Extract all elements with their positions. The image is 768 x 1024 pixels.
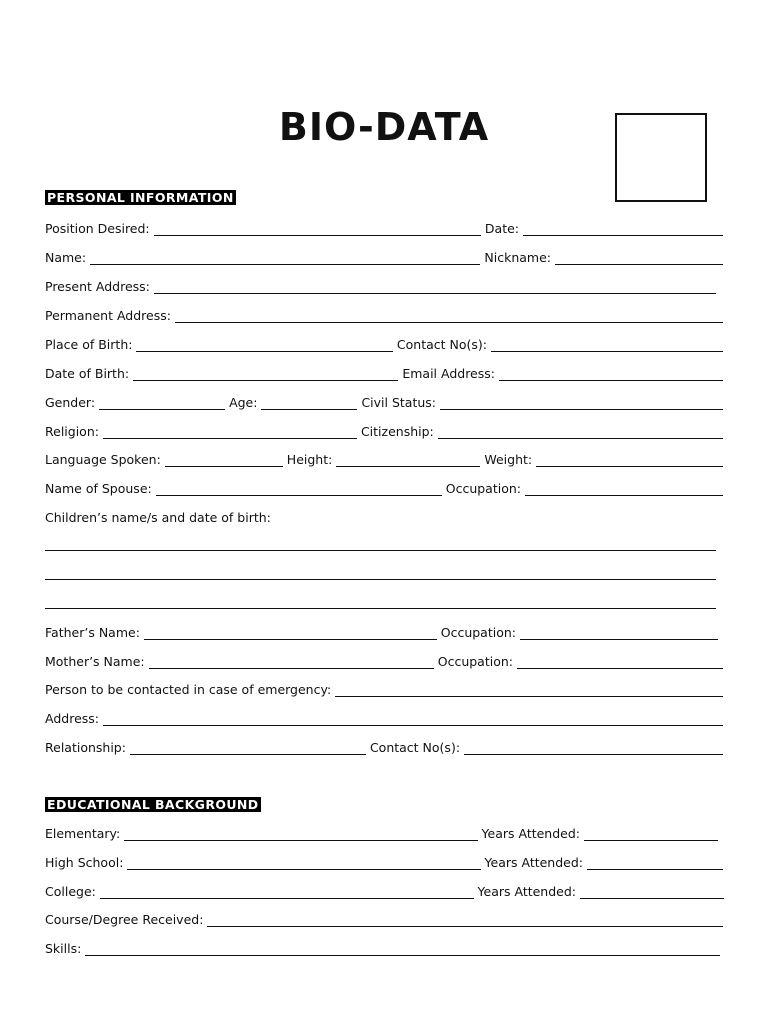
- children-label: Children’s name/s and date of birth:: [45, 510, 271, 525]
- emergency-contact-no-field[interactable]: [464, 754, 723, 755]
- weight-label: Weight:: [484, 452, 533, 467]
- place-of-birth-field[interactable]: [136, 351, 392, 352]
- height-field[interactable]: [336, 466, 480, 467]
- row-elementary: [45, 825, 718, 843]
- religion-label: Religion:: [45, 424, 99, 439]
- age-label: Age:: [229, 395, 258, 410]
- mother-occupation-field[interactable]: [517, 668, 723, 669]
- nickname-field[interactable]: [555, 264, 723, 265]
- position-desired-label: Position Desired:: [45, 221, 150, 236]
- high-school-label: High School:: [45, 855, 124, 870]
- row-present-address: [45, 278, 716, 296]
- name-of-spouse-field[interactable]: [156, 495, 442, 496]
- place-of-birth-label: Place of Birth:: [45, 337, 133, 352]
- father-occupation-label: Occupation:: [440, 625, 516, 640]
- fathers-name-label: Father’s Name:: [45, 625, 140, 640]
- row-children: [45, 509, 723, 527]
- mother-occupation-label: Occupation:: [437, 654, 513, 669]
- educational-background-heading: EDUCATIONAL BACKGROUND: [47, 797, 259, 812]
- children-line-3[interactable]: [45, 608, 716, 609]
- nickname-label: Nickname:: [484, 250, 551, 265]
- row-address: [45, 710, 723, 728]
- skills-field[interactable]: [85, 955, 720, 956]
- emergency-contact-field[interactable]: [335, 696, 723, 697]
- father-occupation-field[interactable]: [520, 639, 718, 640]
- elementary-years-field[interactable]: [584, 840, 718, 841]
- row-position-date: [45, 220, 723, 238]
- emergency-contact-no-label: Contact No(s):: [369, 740, 461, 755]
- weight-field[interactable]: [536, 466, 723, 467]
- elementary-label: Elementary:: [45, 826, 121, 841]
- mothers-name-label: Mother’s Name:: [45, 654, 145, 669]
- name-label: Name:: [45, 250, 87, 265]
- row-gender-age-civil-status: [45, 394, 723, 412]
- spouse-occupation-label: Occupation:: [445, 481, 521, 496]
- name-field[interactable]: [90, 264, 480, 265]
- high-school-years-label: Years Attended:: [484, 855, 583, 870]
- emergency-contact-label: Person to be contacted in case of emergency:: [45, 682, 332, 697]
- college-label: College:: [45, 884, 96, 899]
- row-name-nickname: [45, 249, 723, 267]
- language-spoken-field[interactable]: [165, 466, 283, 467]
- row-language-height-weight: [45, 451, 723, 469]
- children-line-1[interactable]: [45, 550, 716, 551]
- citizenship-label: Citizenship:: [360, 424, 434, 439]
- age-field[interactable]: [261, 409, 357, 410]
- row-date-of-birth-email: [45, 365, 723, 383]
- photo-box[interactable]: [615, 113, 707, 202]
- date-of-birth-label: Date of Birth:: [45, 366, 130, 381]
- children-line-2[interactable]: [45, 579, 716, 580]
- mothers-name-field[interactable]: [149, 668, 434, 669]
- language-spoken-label: Language Spoken:: [45, 452, 161, 467]
- row-course-degree: [45, 911, 723, 929]
- high-school-years-field[interactable]: [587, 869, 723, 870]
- civil-status-field[interactable]: [440, 409, 723, 410]
- page-title: BIO-DATA: [278, 105, 490, 149]
- row-mother: [45, 653, 723, 671]
- gender-label: Gender:: [45, 395, 96, 410]
- row-spouse-occupation: [45, 480, 723, 498]
- citizenship-field[interactable]: [438, 438, 723, 439]
- row-relationship-contact: [45, 739, 723, 757]
- skills-label: Skills:: [45, 941, 82, 956]
- address-label: Address:: [45, 711, 99, 726]
- gender-field[interactable]: [99, 409, 225, 410]
- address-field[interactable]: [103, 725, 723, 726]
- row-college: [45, 883, 724, 901]
- contact-no-field[interactable]: [491, 351, 723, 352]
- contact-no-label: Contact No(s):: [396, 337, 487, 352]
- elementary-field[interactable]: [124, 840, 477, 841]
- spouse-occupation-field[interactable]: [525, 495, 723, 496]
- elementary-years-label: Years Attended:: [481, 826, 580, 841]
- high-school-field[interactable]: [127, 869, 480, 870]
- personal-information-heading: PERSONAL INFORMATION: [47, 190, 234, 205]
- row-skills: [45, 940, 720, 958]
- name-of-spouse-label: Name of Spouse:: [45, 481, 152, 496]
- course-degree-label: Course/Degree Received:: [45, 912, 204, 927]
- height-label: Height:: [286, 452, 333, 467]
- row-emergency-contact: [45, 681, 723, 699]
- relationship-label: Relationship:: [45, 740, 126, 755]
- college-field[interactable]: [100, 898, 474, 899]
- email-address-field[interactable]: [499, 380, 723, 381]
- email-address-label: Email Address:: [402, 366, 495, 381]
- course-degree-field[interactable]: [207, 926, 723, 927]
- row-place-of-birth-contact: [45, 336, 723, 354]
- row-father: [45, 624, 718, 642]
- present-address-field[interactable]: [154, 293, 716, 294]
- row-high-school: [45, 854, 723, 872]
- date-field[interactable]: [523, 235, 723, 236]
- permanent-address-field[interactable]: [175, 322, 723, 323]
- relationship-field[interactable]: [130, 754, 366, 755]
- civil-status-label: Civil Status:: [361, 395, 437, 410]
- permanent-address-label: Permanent Address:: [45, 308, 171, 323]
- row-permanent-address: [45, 307, 723, 325]
- college-years-field[interactable]: [580, 898, 724, 899]
- fathers-name-field[interactable]: [144, 639, 437, 640]
- row-religion-citizenship: [45, 423, 723, 441]
- date-of-birth-field[interactable]: [133, 380, 398, 381]
- religion-field[interactable]: [103, 438, 357, 439]
- present-address-label: Present Address:: [45, 279, 150, 294]
- college-years-label: Years Attended:: [477, 884, 576, 899]
- date-label: Date:: [484, 221, 519, 236]
- position-desired-field[interactable]: [154, 235, 481, 236]
